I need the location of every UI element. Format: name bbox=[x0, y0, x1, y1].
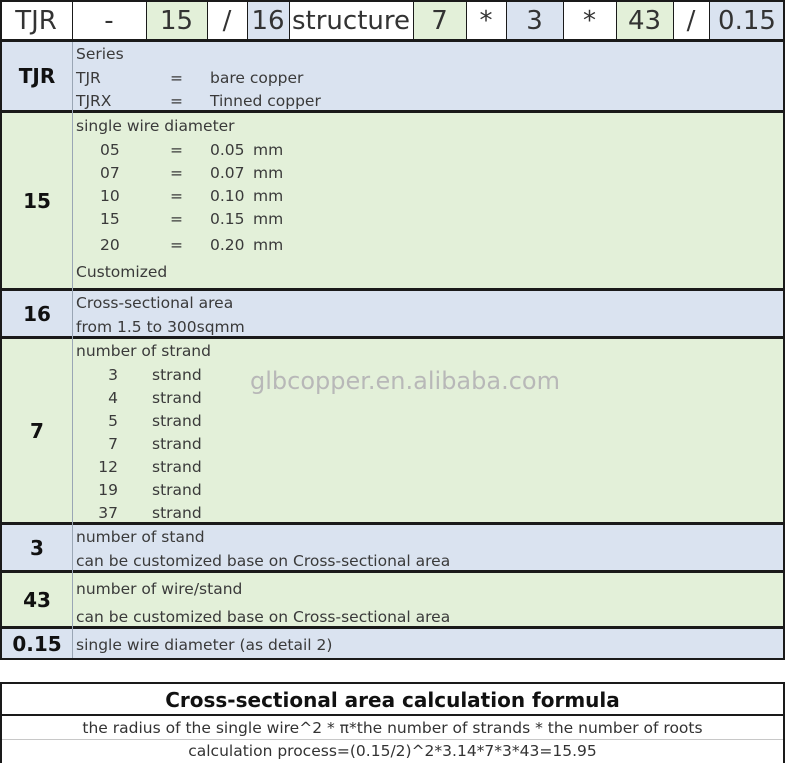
header-cell-diameter: 15 bbox=[146, 2, 207, 40]
series-key-tjrx: TJRX bbox=[76, 92, 112, 110]
strand-title: number of strand bbox=[76, 342, 211, 360]
final-code: 0.15 bbox=[12, 631, 62, 656]
diameter-val: 0.05 bbox=[210, 141, 245, 159]
diameter-key: 05 bbox=[100, 141, 120, 159]
header-cell-wires: 43 bbox=[616, 2, 673, 40]
area-line-2: from 1.5 to 300sqmm bbox=[76, 318, 245, 336]
watermark: glbcopper.en.alibaba.com bbox=[250, 367, 560, 395]
wire-per-stand-line-2: can be customized base on Cross-sectional area bbox=[76, 608, 451, 626]
diameter-eq: = bbox=[170, 210, 183, 228]
strand-label: strand bbox=[152, 389, 202, 407]
series-code: TJR bbox=[18, 64, 56, 88]
header-cell-slash: / bbox=[207, 2, 247, 40]
series-eq-tjrx: = bbox=[170, 92, 183, 110]
diameter-title: single wire diameter bbox=[76, 117, 235, 135]
diameter-val: 0.15 bbox=[210, 210, 245, 228]
stand-line-1: number of stand bbox=[76, 528, 205, 546]
strand-num: 5 bbox=[108, 412, 118, 430]
strand-num: 3 bbox=[108, 366, 118, 384]
header-cell-dash: - bbox=[72, 2, 146, 40]
diameter-key: 15 bbox=[100, 210, 120, 228]
diameter-unit: mm bbox=[253, 187, 284, 205]
series-title: Series bbox=[76, 45, 124, 63]
diameter-code: 15 bbox=[23, 188, 51, 213]
diameter-footer: Customized bbox=[76, 263, 168, 281]
diameter-eq: = bbox=[170, 236, 183, 254]
strand-num: 4 bbox=[108, 389, 118, 407]
diameter-unit: mm bbox=[253, 141, 284, 159]
diameter-eq: = bbox=[170, 141, 183, 159]
final-text: single wire diameter (as detail 2) bbox=[76, 636, 333, 654]
diameter-val: 0.20 bbox=[210, 236, 245, 254]
header-cell-structure: structure bbox=[289, 2, 413, 40]
strand-num: 37 bbox=[98, 504, 118, 522]
strand-label: strand bbox=[152, 458, 202, 476]
diameter-key: 07 bbox=[100, 164, 120, 182]
formula-line-2: calculation process=(0.15/2)^2*3.14*7*3*43=15.95 bbox=[188, 742, 597, 760]
strand-label: strand bbox=[152, 412, 202, 430]
diameter-unit: mm bbox=[253, 236, 284, 254]
diameter-val: 0.07 bbox=[210, 164, 245, 182]
wire-per-stand-line-1: number of wire/stand bbox=[76, 580, 243, 598]
header-cell-area: 16 bbox=[247, 2, 289, 40]
strand-num: 19 bbox=[98, 481, 118, 499]
strand-label: strand bbox=[152, 366, 202, 384]
diameter-eq: = bbox=[170, 187, 183, 205]
strand-code: 7 bbox=[30, 418, 44, 443]
header-cell-series: TJR bbox=[0, 2, 72, 40]
diameter-eq: = bbox=[170, 164, 183, 182]
header-cell-final-diameter: 0.15 bbox=[709, 2, 785, 40]
series-eq-tjr: = bbox=[170, 69, 183, 87]
area-code: 16 bbox=[23, 301, 51, 326]
series-val-tjr: bare copper bbox=[210, 69, 304, 87]
diameter-unit: mm bbox=[253, 164, 284, 182]
strand-num: 12 bbox=[98, 458, 118, 476]
series-key-tjr: TJR bbox=[76, 69, 101, 87]
strand-num: 7 bbox=[108, 435, 118, 453]
stand-code: 3 bbox=[30, 535, 44, 560]
header-cell-slash-2: / bbox=[673, 2, 709, 40]
header-cell-star-2: * bbox=[563, 2, 616, 40]
wire-per-stand-code: 43 bbox=[23, 587, 51, 612]
formula-title: Cross-sectional area calculation formula bbox=[165, 688, 620, 712]
header-cell-star-1: * bbox=[466, 2, 506, 40]
strand-label: strand bbox=[152, 504, 202, 522]
header-cell-stand: 3 bbox=[506, 2, 563, 40]
strand-label: strand bbox=[152, 435, 202, 453]
strand-label: strand bbox=[152, 481, 202, 499]
diameter-val: 0.10 bbox=[210, 187, 245, 205]
diameter-key: 20 bbox=[100, 236, 120, 254]
diameter-key: 10 bbox=[100, 187, 120, 205]
stand-line-2: can be customized base on Cross-sectional area bbox=[76, 552, 451, 570]
area-line-1: Cross-sectional area bbox=[76, 294, 234, 312]
diameter-unit: mm bbox=[253, 210, 284, 228]
formula-line-1: the radius of the single wire^2 * π*the number of strands * the number of roots bbox=[82, 719, 703, 737]
header-cell-strand: 7 bbox=[413, 2, 466, 40]
series-val-tjrx: Tinned copper bbox=[210, 92, 321, 110]
